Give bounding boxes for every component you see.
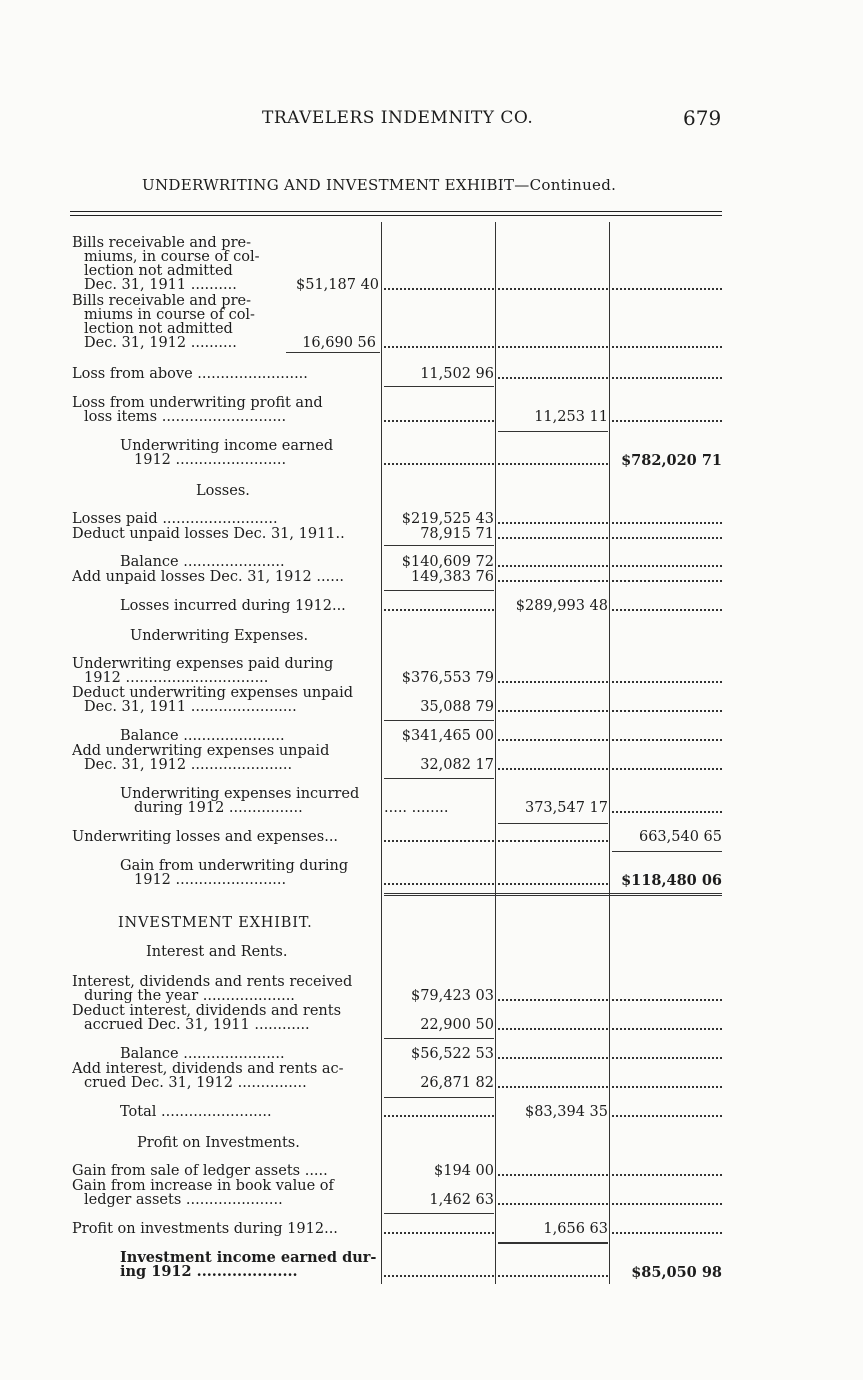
label-line: ing 1912 .................... <box>120 1265 298 1279</box>
subtotal-rule <box>286 352 380 353</box>
leader <box>498 873 608 885</box>
amount-col2: 373,547 17 <box>524 801 608 815</box>
amount-col1: 149,383 76 <box>410 570 494 584</box>
label-line: Underwriting losses and expenses... <box>72 830 339 844</box>
leader <box>612 1222 722 1234</box>
amount-col1: 11,502 96 <box>420 367 494 381</box>
label-line: Deduct interest, dividends and rents <box>72 1004 342 1018</box>
label-line: Underwriting expenses paid during <box>72 657 334 671</box>
label-line: Add unpaid losses Dec. 31, 1912 ...... <box>72 570 345 584</box>
leader <box>612 729 722 741</box>
label-line: Deduct unpaid losses Dec. 31, 1911.. <box>72 527 345 541</box>
label-line: loss items ........................... <box>84 410 287 424</box>
amount-col1: $56,522 53 <box>410 1047 494 1061</box>
subtotal-rule <box>384 545 494 546</box>
column-divider-3 <box>609 222 610 1284</box>
amount-col2: $289,993 48 <box>515 599 608 613</box>
label-line: Gain from increase in book value of <box>72 1179 334 1193</box>
label-line: 1912 ........................ <box>134 453 287 467</box>
leader <box>612 336 722 348</box>
subtotal-rule <box>384 778 494 779</box>
label-line: Add interest, dividends and rents ac- <box>72 1062 344 1076</box>
leader <box>612 570 722 582</box>
leader <box>498 367 608 379</box>
amount-col1: $341,465 00 <box>401 729 494 743</box>
exhibit-title: UNDERWRITING AND INVESTMENT EXHIBIT—Continued. <box>142 176 617 194</box>
label-line: Dec. 31, 1911 .......... <box>84 278 237 292</box>
leader <box>612 1076 722 1088</box>
label-line: Deduct underwriting expenses unpaid <box>72 686 354 700</box>
subtotal-rule <box>384 1038 494 1039</box>
label-line: 1912 ........................ <box>134 873 287 887</box>
label-line: during the year .................... <box>84 989 295 1003</box>
label-line: Balance ...................... <box>120 729 285 743</box>
amount-col1: 78,915 71 <box>420 527 494 541</box>
subtotal-rule <box>612 851 722 852</box>
amount-col1: 32,082 17 <box>420 758 494 772</box>
subtotal-rule <box>384 720 494 721</box>
subtotal-rule <box>384 590 494 591</box>
subtotal-rule <box>498 823 608 824</box>
page-number: 679 <box>683 106 722 130</box>
leader <box>612 1164 722 1176</box>
label-line: Add underwriting expenses unpaid <box>72 744 330 758</box>
label-line: miums, in course of col- <box>84 250 260 264</box>
amount-col3: $85,050 98 <box>631 1266 722 1280</box>
label-line: Bills receivable and pre- <box>72 294 251 308</box>
leader <box>384 873 494 885</box>
label-line: lection not admitted <box>84 322 233 336</box>
leader <box>498 1193 608 1205</box>
label-line: Bills receivable and pre- <box>72 236 251 250</box>
leader <box>498 512 608 524</box>
amount-col1: $140,609 72 <box>401 555 494 569</box>
leader <box>384 1222 494 1234</box>
leader-text: ..... ........ <box>384 801 449 815</box>
section-heading-profit: Profit on Investments. <box>137 1135 300 1151</box>
amount-col2: $83,394 35 <box>524 1105 608 1119</box>
label-line: Loss from above ........................ <box>72 367 308 381</box>
leader <box>498 729 608 741</box>
section-heading-investment: INVESTMENT EXHIBIT. <box>118 915 313 931</box>
leader <box>498 1018 608 1030</box>
leader <box>384 336 494 348</box>
amount-col2: 1,656 63 <box>543 1222 608 1236</box>
subtotal-rule <box>384 386 494 387</box>
top-rule-2 <box>70 215 722 216</box>
leader <box>612 671 722 683</box>
leader <box>498 671 608 683</box>
amount-col3: $782,020 71 <box>621 454 722 468</box>
amount-col1: 26,871 82 <box>420 1076 494 1090</box>
leader <box>384 453 494 465</box>
label-line: Losses paid ......................... <box>72 512 278 526</box>
leader <box>498 700 608 712</box>
leader <box>498 278 608 290</box>
subtotal-rule <box>384 1097 494 1098</box>
label-line: Underwriting expenses incurred <box>120 787 360 801</box>
label-line: Balance ...................... <box>120 555 285 569</box>
label-line: Investment income earned dur- <box>120 1251 377 1265</box>
leader <box>612 527 722 539</box>
label-line: Dec. 31, 1911 ....................... <box>84 700 297 714</box>
leader <box>498 989 608 1001</box>
label-line: miums in course of col- <box>84 308 255 322</box>
amount-col1: 35,088 79 <box>420 700 494 714</box>
subtotal-rule <box>498 431 608 432</box>
running-title: TRAVELERS INDEMNITY CO. <box>262 108 534 128</box>
leader <box>612 367 722 379</box>
amount-col3: $118,480 06 <box>621 874 722 888</box>
leader <box>498 570 608 582</box>
leader <box>612 1047 722 1059</box>
leader <box>498 336 608 348</box>
label-line: Balance ...................... <box>120 1047 285 1061</box>
label-line: Losses incurred during 1912... <box>120 599 346 613</box>
amount-col1: $219,525 43 <box>401 512 494 526</box>
leader <box>498 1047 608 1059</box>
label-line: Gain from sale of ledger assets ..... <box>72 1164 328 1178</box>
amount-col1: 22,900 50 <box>420 1018 494 1032</box>
label-line: Loss from underwriting profit and <box>72 396 323 410</box>
column-divider-1 <box>381 222 382 1284</box>
column-divider-2 <box>495 222 496 1284</box>
leader <box>498 453 608 465</box>
section-heading-interest: Interest and Rents. <box>146 944 288 960</box>
top-rule <box>70 211 722 212</box>
amount-col1: 1,462 63 <box>429 1193 494 1207</box>
leader <box>612 1105 722 1117</box>
section-heading-losses: Losses. <box>196 483 250 499</box>
leader <box>612 1193 722 1205</box>
section-heading-uw-expenses: Underwriting Expenses. <box>130 628 309 644</box>
label-line: Gain from underwriting during <box>120 859 349 873</box>
subtotal-rule <box>384 1213 494 1214</box>
leader <box>384 599 494 611</box>
amount-col1: $194 00 <box>434 1164 494 1178</box>
leader <box>384 410 494 422</box>
leader <box>498 1076 608 1088</box>
leader <box>384 1105 494 1117</box>
leader <box>498 830 608 842</box>
leader <box>498 1164 608 1176</box>
leader <box>612 1018 722 1030</box>
label-line: Dec. 31, 1912 .......... <box>84 336 237 350</box>
amount-col3: 663,540 65 <box>638 830 722 844</box>
label-line: during 1912 ................ <box>134 801 303 815</box>
sub-amount: $51,187 40 <box>296 277 380 293</box>
double-rule <box>384 893 722 896</box>
label-line: Dec. 31, 1912 ...................... <box>84 758 293 772</box>
leader <box>498 527 608 539</box>
amount-col1: $376,553 79 <box>401 671 494 685</box>
label-line: crued Dec. 31, 1912 ............... <box>84 1076 307 1090</box>
leader <box>384 1265 494 1277</box>
label-line: 1912 ............................... <box>84 671 269 685</box>
leader <box>612 700 722 712</box>
sub-amount: 16,690 56 <box>302 335 376 351</box>
leader <box>612 801 722 813</box>
leader <box>612 758 722 770</box>
leader <box>384 830 494 842</box>
leader <box>612 989 722 1001</box>
leader <box>612 555 722 567</box>
label-line: Interest, dividends and rents received <box>72 975 353 989</box>
label-line: Profit on investments during 1912... <box>72 1222 338 1236</box>
leader <box>612 599 722 611</box>
amount-col2: 11,253 11 <box>534 410 608 424</box>
leader <box>498 555 608 567</box>
label-line: lection not admitted <box>84 264 233 278</box>
leader <box>612 410 722 422</box>
label-line: Total ........................ <box>120 1105 272 1119</box>
label-line: ledger assets ..................... <box>84 1193 283 1207</box>
leader <box>384 278 494 290</box>
leader <box>612 512 722 524</box>
label-line: Underwriting income earned <box>120 439 334 453</box>
amount-col1: $79,423 03 <box>410 989 494 1003</box>
leader <box>612 278 722 290</box>
leader <box>498 758 608 770</box>
leader <box>498 1265 608 1277</box>
label-line: accrued Dec. 31, 1911 ............ <box>84 1018 310 1032</box>
subtotal-rule <box>498 1242 608 1244</box>
